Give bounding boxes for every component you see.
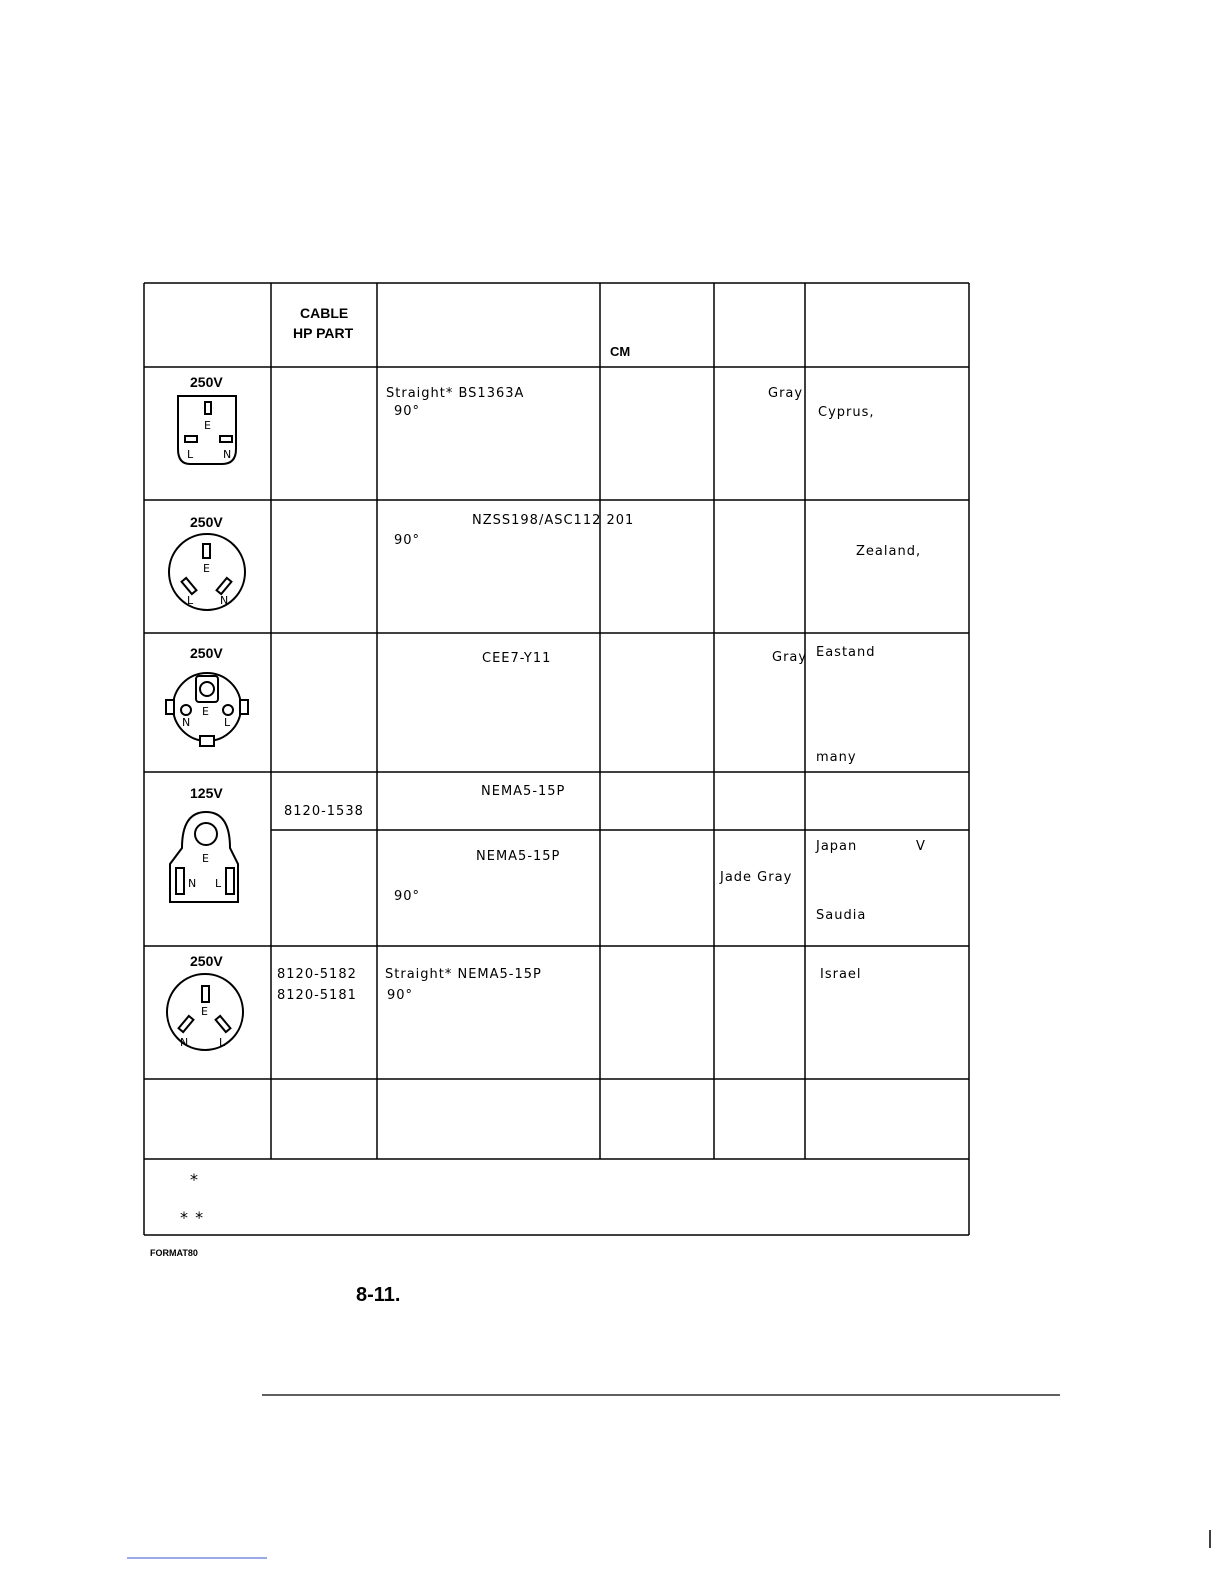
australian-plug-icon	[166, 532, 248, 612]
plug-letter-n: N	[223, 448, 232, 461]
svg-text:E: E	[203, 562, 210, 575]
row6-country: Israel	[820, 967, 862, 982]
footnote-2-marker: * *	[180, 1208, 205, 1227]
row6-part-number-2: 8120-5181	[277, 988, 357, 1003]
row6-part-number-1: 8120-5182	[277, 967, 357, 982]
svg-text:L: L	[187, 594, 194, 607]
header-cable-label: CABLE	[300, 305, 349, 321]
row5-color: Jade Gray	[720, 870, 793, 885]
row6-plug-desc: Straight* NEMA5-15P	[385, 967, 542, 982]
row4-part-number: 8120-1538	[284, 804, 364, 819]
svg-text:N: N	[182, 716, 191, 729]
svg-text:E: E	[202, 705, 209, 718]
row3-country-line2: many	[816, 750, 857, 765]
row4-plug-desc: NEMA5-15P	[481, 784, 566, 799]
svg-text:L: L	[219, 1036, 226, 1049]
plug-letter-e: E	[204, 419, 211, 432]
plug-letter-l: L	[187, 448, 194, 461]
row5-plug-desc: NEMA5-15P	[476, 849, 561, 864]
row2-country: Zealand,	[856, 544, 922, 559]
row5-country-line2: Saudia	[816, 908, 867, 923]
schuko-plug-icon	[164, 664, 250, 750]
header-cm-label: CM	[610, 344, 631, 359]
nema-5-15-plug-icon	[160, 806, 250, 910]
svg-text:N: N	[220, 594, 229, 607]
row3-voltage: 250V	[190, 645, 223, 661]
bs1363-plug-icon	[170, 394, 242, 468]
svg-text:L: L	[215, 877, 222, 890]
row6-voltage: 250V	[190, 953, 223, 969]
figure-caption: 8-11.	[356, 1284, 401, 1306]
row3-country: Eastand	[816, 645, 876, 660]
row1-voltage: 250V	[190, 374, 223, 390]
row4-voltage: 125V	[190, 785, 223, 801]
row2-plug-angle: 90°	[394, 533, 421, 548]
row5-country: Japan	[816, 839, 858, 854]
row2-voltage: 250V	[190, 514, 223, 530]
svg-text:E: E	[202, 852, 209, 865]
row2-plug-desc: NZSS198/ASC112 201	[472, 513, 635, 528]
row1-country: Cyprus,	[818, 405, 875, 420]
row1-plug-desc: Straight* BS1363A	[386, 386, 525, 401]
svg-text:N: N	[180, 1036, 189, 1049]
format-code: FORMAT80	[150, 1248, 198, 1258]
row3-color: Gray	[772, 650, 808, 665]
row1-color: Gray	[768, 386, 804, 401]
row6-plug-angle: 90°	[387, 988, 414, 1003]
row5-country-extra: V	[916, 839, 926, 854]
svg-text:E: E	[201, 1005, 208, 1018]
israel-plug-icon	[158, 972, 252, 1052]
row1-plug-angle: 90°	[394, 404, 421, 419]
row5-plug-angle: 90°	[394, 889, 421, 904]
svg-text:N: N	[188, 877, 197, 890]
row3-plug-desc: CEE7-Y11	[482, 651, 552, 666]
footnote-1-marker: *	[190, 1170, 199, 1189]
svg-text:L: L	[224, 716, 231, 729]
header-hp-part-label: HP PART	[293, 325, 354, 341]
